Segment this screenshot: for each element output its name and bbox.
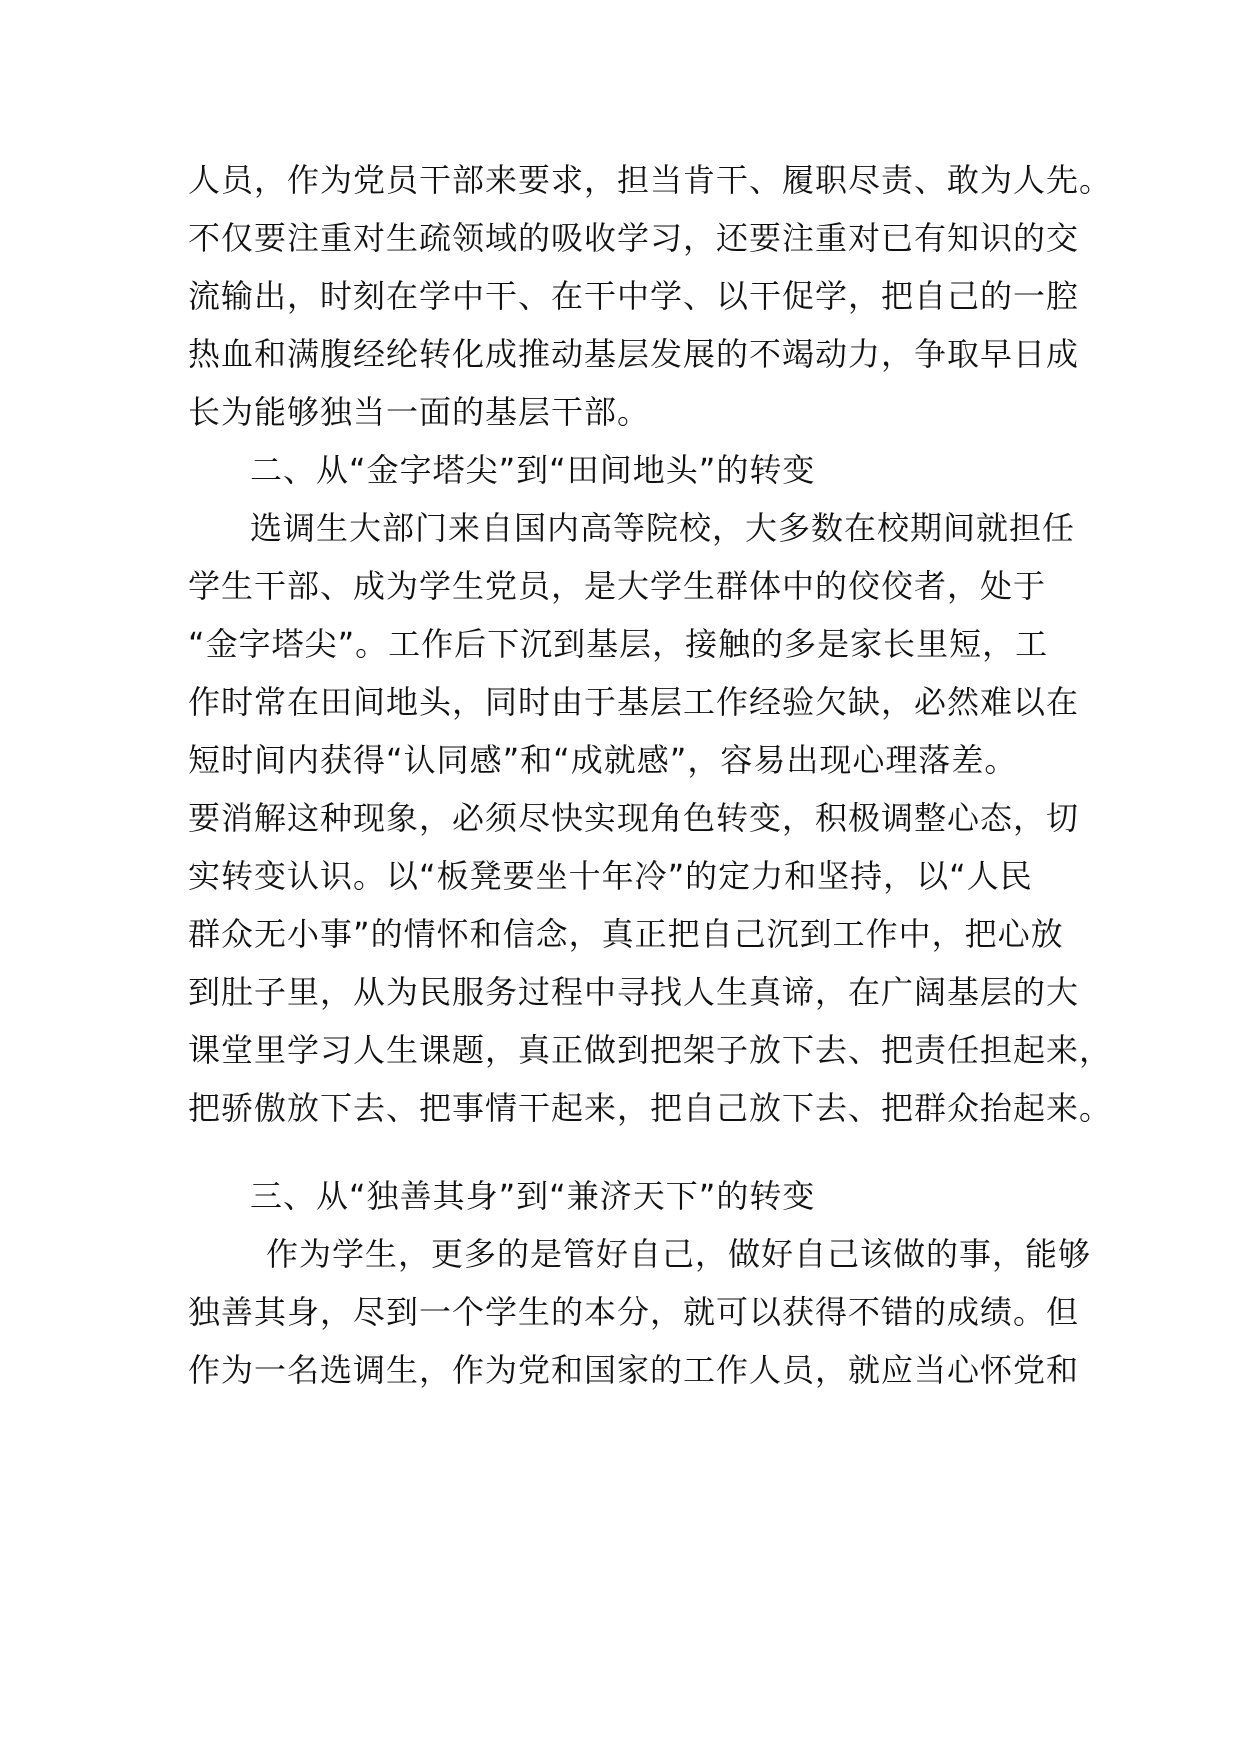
text-line: 到肚子里，从为民服务过程中寻找人生真谛，在广阔基层的大	[188, 973, 1080, 1011]
paragraph-first-line: 作为学生，更多的是管好自己，做好自己该做的事，能够	[266, 1235, 1092, 1273]
text-line: 作时常在田间地头，同时由于基层工作经验欠缺，必然难以在	[188, 683, 1080, 721]
paragraph-first-line: 选调生大部门来自国内高等院校，大多数在校期间就担任	[250, 509, 1076, 547]
text-line: 人员，作为党员干部来要求，担当肯干、履职尽责、敢为人先。	[188, 161, 1113, 199]
section-heading: 二、从“金字塔尖”到“田间地头”的转变	[250, 451, 816, 489]
text-line: 不仅要注重对生疏领域的吸收学习，还要注重对已有知识的交	[188, 219, 1080, 257]
text-line: 要消解这种现象，必须尽快实现角色转变，积极调整心态，切	[188, 799, 1080, 837]
text-line: 实转变认识。以“板凳要坐十年冷”的定力和坚持，以“人民	[188, 857, 1033, 895]
section-heading: 三、从“独善其身”到“兼济天下”的转变	[250, 1177, 816, 1215]
text-line: 群众无小事”的情怀和信念，真正把自己沉到工作中，把心放	[188, 915, 1064, 953]
text-line: 流输出，时刻在学中干、在干中学、以干促学，把自己的一腔	[188, 277, 1080, 315]
text-line: 把骄傲放下去、把事情干起来，把自己放下去、把群众抬起来。	[188, 1089, 1113, 1127]
text-line: “金字塔尖”。工作后下沉到基层，接触的多是家长里短，工	[188, 625, 1049, 663]
text-line: 长为能够独当一面的基层干部。	[188, 393, 651, 431]
text-line: 独善其身，尽到一个学生的本分，就可以获得不错的成绩。但	[188, 1293, 1080, 1331]
text-line: 热血和满腹经纶转化成推动基层发展的不竭动力，争取早日成	[188, 335, 1080, 373]
text-line: 课堂里学习人生课题，真正做到把架子放下去、把责任担起来，	[188, 1031, 1113, 1069]
text-line: 作为一名选调生，作为党和国家的工作人员，就应当心怀党和	[188, 1351, 1080, 1389]
text-line: 短时间内获得“认同感”和“成就感”，容易出现心理落差。	[188, 741, 1018, 779]
text-line: 学生干部、成为学生党员，是大学生群体中的佼佼者，处于	[188, 567, 1047, 605]
